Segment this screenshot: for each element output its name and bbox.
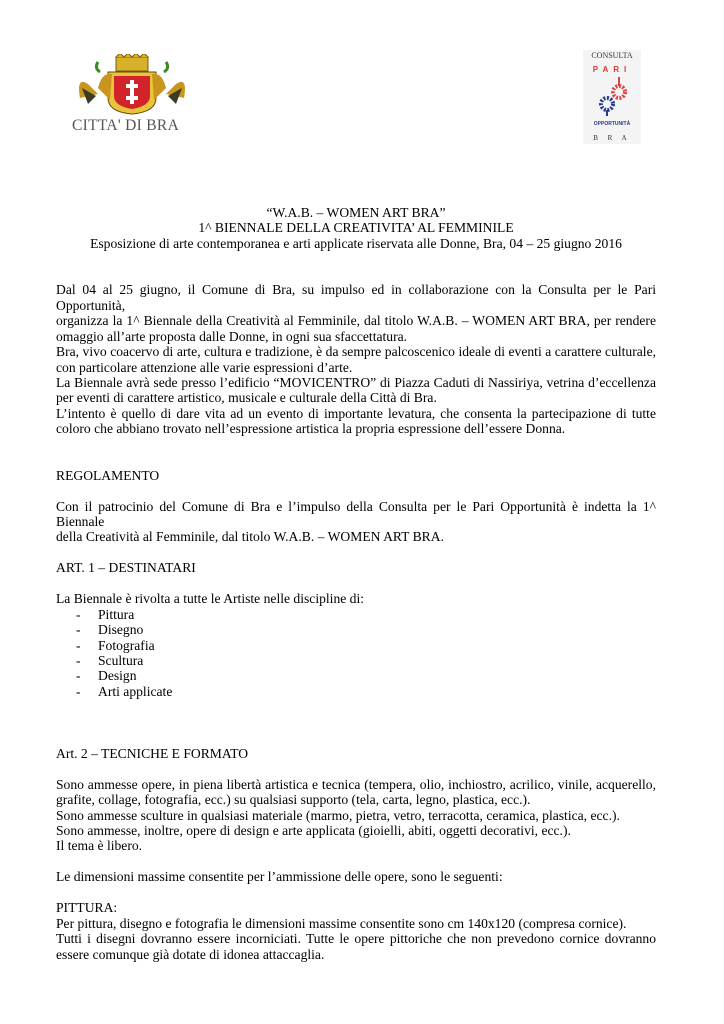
list-dash: - xyxy=(76,606,81,622)
blank-line xyxy=(56,545,656,560)
paragraph-line: coloro che abbiano trovato nell’espressione artistica la propria espressione dell’essere Donna. xyxy=(56,421,566,437)
list-item-label: Arti applicate xyxy=(98,683,173,699)
blank-line xyxy=(56,452,656,467)
paragraph-line: L’intento è quello di dare vita ad un evento di importante levatura, che consenta la partecipazione di tutte xyxy=(56,405,656,421)
paragraph-line: Per pittura, disegno e fotografia le dimensioni massime consentite sono cm 140x120 (compresa cornice). xyxy=(56,915,627,931)
description-line: Esposizione di arte contemporanea e arti applicate riservata alle Donne, Bra, 04 – 25 giugno 2016 xyxy=(90,235,622,251)
blank-line xyxy=(56,730,656,745)
blank-line xyxy=(56,715,656,730)
paragraph-line: Con il patrocinio del Comune di Bra e l’impulso della Consulta per le Pari Opportunità è indetta la 1^ Biennale xyxy=(56,498,656,529)
paragraph-line: Sono ammesse sculture in qualsiasi materiale (marmo, pietra, vetro, terracotta, ceramica, plastica, ecc.). xyxy=(56,807,620,823)
document-body xyxy=(56,205,656,962)
paragraph-line: organizza la 1^ Biennale della Creatività al Femminile, dal titolo W.A.B. – WOMEN ART BRA, per rendere xyxy=(56,313,656,329)
list-item-label: Disegno xyxy=(98,622,144,638)
paragraph-line: La Biennale è rivolta a tutte le Artiste nelle discipline di: xyxy=(56,591,365,607)
paragraph-line: con particolare attenzione alle varie espressioni d’arte. xyxy=(56,359,353,375)
paragraph-line: Art. 2 – TECNICHE E FORMATO xyxy=(56,745,249,761)
list-dash: - xyxy=(76,653,81,669)
citta-di-bra-text: CITTA' DI BRA xyxy=(72,117,180,134)
paragraph-line: Il tema è libero. xyxy=(56,838,143,854)
list-item-label: Fotografia xyxy=(98,637,155,653)
paragraph-line: PITTURA: xyxy=(56,900,118,916)
paragraph-line: Bra, vivo coacervo di arte, cultura e tradizione, è da sempre palcoscenico ideale di eventi a carattere culturale, xyxy=(56,344,656,360)
title-line: “W.A.B. – WOMEN ART BRA” xyxy=(266,205,446,220)
paragraph-line: della Creatività al Femminile, dal titolo W.A.B. – WOMEN ART BRA. xyxy=(56,529,444,545)
list-item xyxy=(56,684,656,699)
paragraph-line: ART. 1 – DESTINATARI xyxy=(56,560,196,576)
bra-text: B R A xyxy=(593,134,631,142)
blank-line xyxy=(56,699,656,714)
blank-line xyxy=(56,251,656,266)
paragraph-line: Dal 04 al 25 giugno, il Comune di Bra, su impulso ed in collaborazione con la Consulta per le Pari Opportunità, xyxy=(56,282,656,313)
list-item-label: Design xyxy=(98,668,137,684)
list-dash: - xyxy=(76,637,81,653)
list-item xyxy=(56,653,656,668)
blank-line xyxy=(56,854,656,869)
list-item-label: Scultura xyxy=(98,653,144,669)
list-item xyxy=(56,607,656,622)
paragraph-line: Tutti i disegni dovranno essere incorniciati. Tutte le opere pittoriche che non prevedono cornice dovranno xyxy=(56,931,656,947)
paragraph-line: omaggio all’arte proposta dalle Donne, in ogni sua sfaccettatura. xyxy=(56,328,408,344)
blank-line xyxy=(56,267,656,282)
coat-of-arms-icon xyxy=(58,54,206,116)
blank-line xyxy=(56,437,656,452)
list-dash: - xyxy=(76,668,81,684)
opportunita-text: OPPORTUNITÀ xyxy=(593,121,631,127)
blank-line xyxy=(56,885,656,900)
paragraph-line: Sono ammesse, inoltre, opere di design e arte applicata (gioielli, abiti, oggetti decorativi, ecc.). xyxy=(56,822,571,838)
paragraph-line: grafite, collage, fotografia, ecc.) su qualsiasi supporto (tela, carta, legno, plastica, ecc.). xyxy=(56,792,531,808)
paragraph-line: La Biennale avrà sede presso l’edificio “MOVICENTRO” di Piazza Caduti di Nassiriya, vetrina d’eccellenza xyxy=(56,374,656,390)
paragraph-line: REGOLAMENTO xyxy=(56,467,160,483)
paragraph-line: Le dimensioni massime consentite per l’ammissione delle opere, sono le seguenti: xyxy=(56,869,503,885)
blank-line xyxy=(56,483,656,498)
list-dash: - xyxy=(76,622,81,638)
subtitle-line: 1^ BIENNALE DELLA CREATIVITA’ AL FEMMINILE xyxy=(198,220,514,236)
list-item xyxy=(56,622,656,637)
gears-icon xyxy=(583,50,641,144)
blank-line xyxy=(56,576,656,591)
paragraph-line: Sono ammesse opere, in piena libertà artistica e tecnica (tempera, olio, inchiostro, acrilico, vinile, acquerello, xyxy=(56,776,656,792)
blank-line xyxy=(56,761,656,776)
pari-text: PARI xyxy=(592,65,632,74)
list-dash: - xyxy=(76,683,81,699)
consulta-text: CONSULTA xyxy=(591,51,633,60)
list-item-label: Pittura xyxy=(98,606,135,622)
citta-di-bra-logo xyxy=(58,54,206,144)
paragraph-line: essere comunque già dotate di idonea attaccaglia. xyxy=(56,946,325,962)
list-item xyxy=(56,638,656,653)
paragraph-line: per eventi di carattere artistico, musicale e culturale della Città di Bra. xyxy=(56,390,437,406)
consulta-pari-opportunita-logo xyxy=(583,50,641,144)
list-item xyxy=(56,668,656,683)
